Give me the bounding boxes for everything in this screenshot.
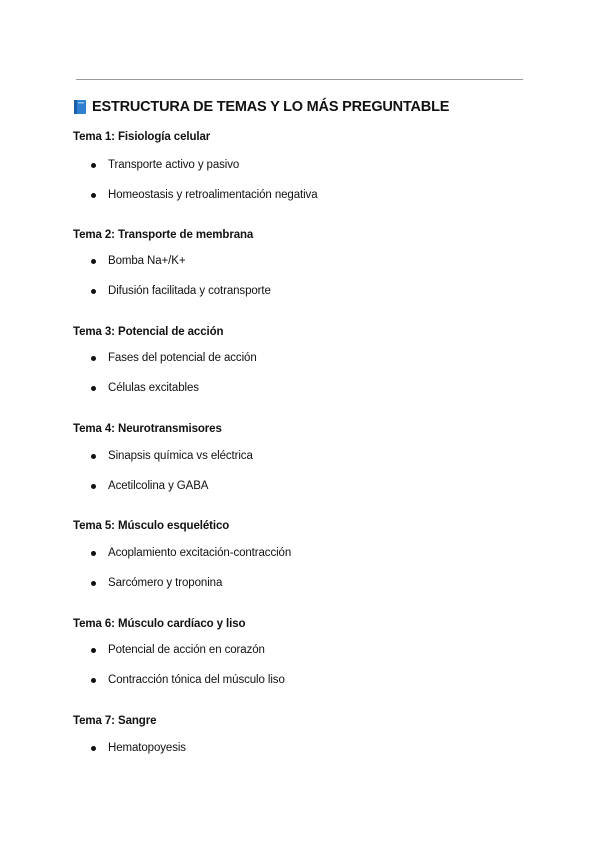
tema-heading: Tema 4: Neurotransmisores — [73, 423, 222, 435]
list-item — [73, 643, 533, 657]
bullet-dot-icon — [91, 193, 96, 198]
list-item — [73, 449, 533, 463]
bullet-dot-icon — [91, 259, 96, 264]
list-item — [73, 741, 533, 755]
list-item — [73, 546, 533, 560]
list-item-text: Transporte activo y pasivo — [108, 159, 240, 171]
tema-section-2 — [73, 228, 533, 298]
list-item — [73, 381, 533, 395]
list-item-text: Acetilcolina y GABA — [108, 480, 209, 492]
bullet-dot-icon — [91, 484, 96, 489]
tema-heading: Tema 2: Transporte de membrana — [73, 229, 254, 241]
tema-heading: Tema 1: Fisiología celular — [73, 131, 211, 143]
bullet-dot-icon — [91, 551, 96, 556]
bullet-dot-icon — [91, 289, 96, 294]
tema-section-3 — [73, 325, 533, 395]
list-item-text: Sinapsis química vs eléctrica — [108, 450, 253, 462]
list-item-text: Potencial de acción en corazón — [108, 644, 265, 656]
bullet-list — [73, 741, 533, 755]
list-item — [73, 284, 533, 298]
list-item — [73, 673, 533, 687]
tema-section-4 — [73, 422, 533, 493]
tema-section-1 — [73, 130, 533, 202]
list-item-text: Difusión facilitada y cotransporte — [108, 285, 271, 297]
tema-section-6 — [73, 617, 533, 687]
document-title — [73, 99, 449, 115]
bullet-list — [73, 351, 533, 395]
bullet-dot-icon — [91, 746, 96, 751]
blue-book-icon — [73, 99, 87, 115]
bullet-list — [73, 254, 533, 298]
bullet-list — [73, 158, 533, 202]
bullet-list — [73, 449, 533, 493]
tema-heading: Tema 5: Músculo esquelético — [73, 520, 230, 532]
tema-heading: Tema 7: Sangre — [73, 715, 157, 727]
bullet-dot-icon — [91, 163, 96, 168]
list-item-text: Células excitables — [108, 382, 199, 394]
bullet-dot-icon — [91, 386, 96, 391]
list-item — [73, 158, 533, 172]
list-item-text: Acoplamiento excitación-contracción — [108, 547, 292, 559]
bullet-list — [73, 546, 533, 590]
tema-section-5 — [73, 519, 533, 590]
bullet-dot-icon — [91, 356, 96, 361]
tema-heading: Tema 6: Músculo cardíaco y liso — [73, 618, 246, 630]
tema-heading: Tema 3: Potencial de acción — [73, 326, 224, 338]
bullet-dot-icon — [91, 648, 96, 653]
bullet-dot-icon — [91, 581, 96, 586]
list-item — [73, 188, 533, 202]
list-item-text: Homeostasis y retroalimentación negativa — [108, 189, 318, 201]
bullet-list — [73, 643, 533, 687]
bullet-dot-icon — [91, 678, 96, 683]
list-item — [73, 479, 533, 493]
list-item-text: Contracción tónica del músculo liso — [108, 674, 285, 686]
bullet-dot-icon — [91, 454, 96, 459]
list-item — [73, 351, 533, 365]
document-title-text: ESTRUCTURA DE TEMAS Y LO MÁS PREGUNTABLE — [92, 99, 450, 115]
list-item-text: Bomba Na+/K+ — [108, 255, 186, 267]
list-item-text: Sarcómero y troponina — [108, 577, 223, 589]
list-item-text: Hematopoyesis — [108, 742, 186, 754]
list-item — [73, 576, 533, 590]
list-item-text: Fases del potencial de acción — [108, 352, 257, 364]
list-item — [73, 254, 533, 268]
tema-section-7 — [73, 714, 533, 755]
horizontal-rule — [76, 79, 523, 80]
